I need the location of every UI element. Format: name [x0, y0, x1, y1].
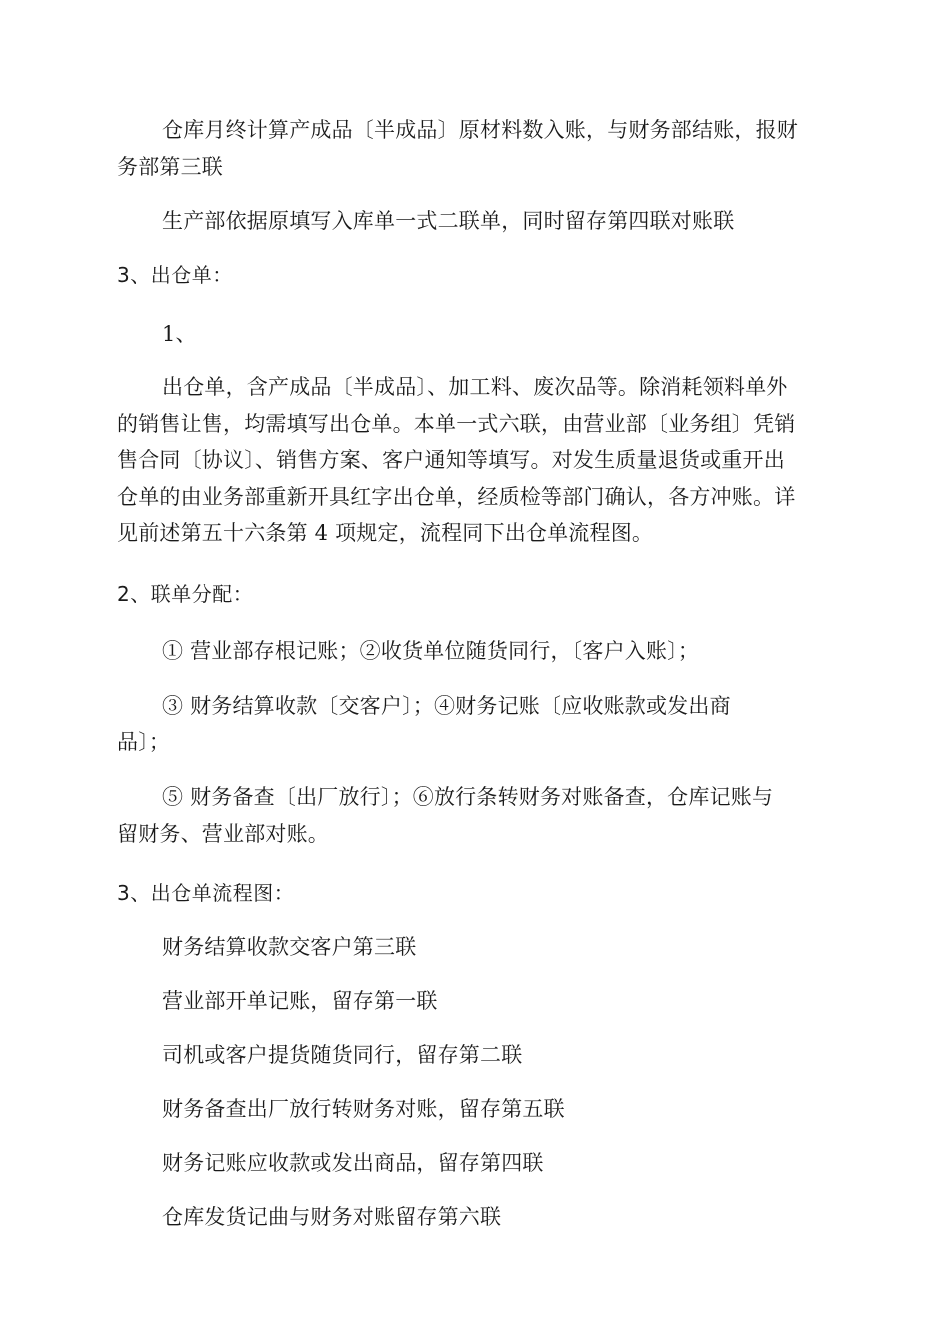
distribution-line-3-cont: 留财务、营业部对账。: [117, 822, 329, 846]
distribution-line-1: ① 营业部存根记账；②收货单位随货同行，〔客户入账〕；: [162, 639, 700, 663]
heading-outbound-slip: 3、出仓单：: [117, 263, 233, 287]
paragraph-warehouse-month-end: 仓库月终计算产成品〔半成品〕原材料数入账，与财务部结账，报财: [162, 118, 798, 142]
paragraph-warehouse-month-end-cont: 务部第三联: [117, 155, 223, 179]
flow-step: 财务结算收款交客户第三联: [162, 935, 417, 959]
distribution-line-2: ③ 财务结算收款〔交客户〕；④财务记账〔应收账款或发出商: [162, 694, 731, 718]
paragraph-outbound-desc-3: 售合同〔协议〕、销售方案、客户通知等填写。对发生质量退货或重开出: [117, 448, 785, 472]
heading-copy-distribution: 2、联单分配：: [117, 582, 254, 606]
paragraph-outbound-desc-4: 仓单的由业务部重新开具红字出仓单，经质检等部门确认，各方冲账。详: [117, 485, 796, 509]
flow-step: 仓库发货记曲与财务对账留存第六联: [162, 1205, 502, 1229]
paragraph-outbound-desc-2: 的销售让售，均需填写出仓单。本单一式六联，由营业部〔业务组〕凭销: [117, 412, 796, 436]
flow-step: 财务备查出厂放行转财务对账，留存第五联: [162, 1097, 565, 1121]
paragraph-outbound-desc-1: 出仓单，含产成品〔半成品〕、加工料、废次品等。除消耗领料单外: [162, 375, 788, 399]
heading-flowchart: 3、出仓单流程图：: [117, 881, 295, 905]
paragraph-outbound-desc-5: 见前述第五十六条第 4 项规定，流程同下出仓单流程图。: [117, 521, 654, 545]
flow-step: 财务记账应收款或发出商品，留存第四联: [162, 1151, 544, 1175]
paragraph-production-entry: 生产部依据原填写入库单一式二联单，同时留存第四联对账联: [162, 209, 735, 233]
flow-step: 营业部开单记账，留存第一联: [162, 989, 438, 1013]
distribution-line-2-cont: 品〕；: [117, 730, 171, 754]
distribution-line-3: ⑤ 财务备查〔出厂放行〕；⑥放行条转财务对账备查，仓库记账与: [162, 785, 774, 809]
list-number-1: 1、: [162, 322, 197, 346]
flow-step: 司机或客户提货随货同行，留存第二联: [162, 1043, 523, 1067]
